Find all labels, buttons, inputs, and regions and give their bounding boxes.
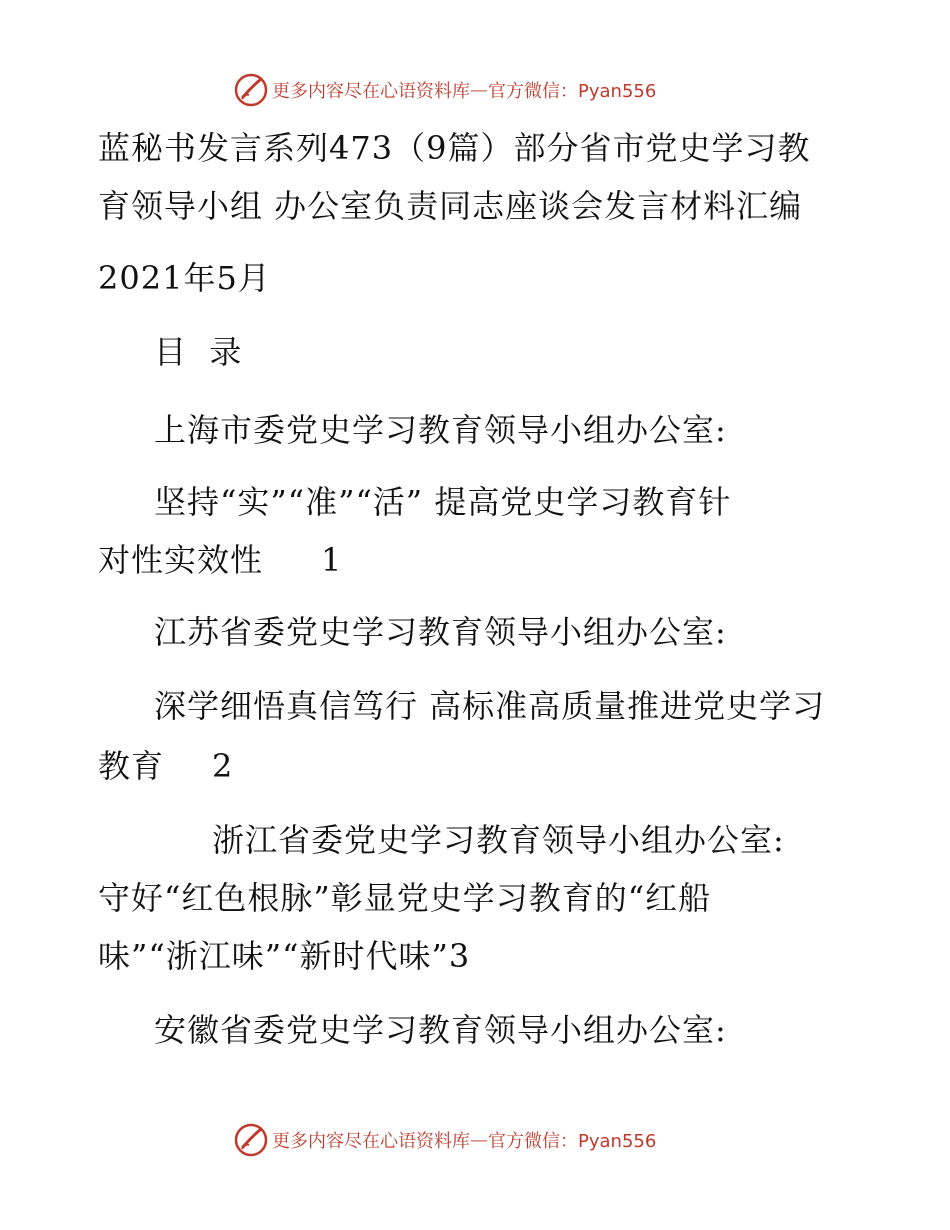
banner-wechat-text: 官方微信：Pyan556 xyxy=(488,1131,657,1152)
toc-item-1-page: 1 xyxy=(321,541,343,579)
brush-logo-icon xyxy=(234,73,268,107)
toc-item-2-title-line-2[interactable] xyxy=(98,746,233,786)
document-title-line-2: 育领导小组 办公室负责同志座谈会发言材料汇编 xyxy=(98,187,803,225)
document-title-line-1: 蓝秘书发言系列473（9篇）部分省市党史学习教 xyxy=(98,129,811,167)
toc-item-1-title-line-2[interactable] xyxy=(98,540,342,580)
header-banner xyxy=(234,70,656,110)
toc-item-3-title-line-1[interactable]: 守好“红色根脉”彰显党史学习教育的“红船 xyxy=(98,879,712,917)
toc-item-1-title-text: 对性实效性 xyxy=(98,541,264,579)
banner-wechat-text: 官方微信：Pyan556 xyxy=(488,81,657,102)
toc-item-3-title-line-2[interactable] xyxy=(98,936,470,976)
toc-item-1-org: 上海市委党史学习教育领导小组办公室: xyxy=(154,411,727,449)
banner-site-text: 更多内容尽在心语资料库 xyxy=(272,81,470,102)
toc-item-2-title-text: 教育 xyxy=(98,747,165,785)
brush-logo-icon xyxy=(234,1123,268,1157)
toc-item-3-page: 3 xyxy=(448,937,471,975)
banner-separator: — xyxy=(470,1129,488,1151)
toc-item-3-title-text: 味”“浙江味”“新时代味” xyxy=(98,937,449,975)
toc-item-1-title-line-1[interactable]: 坚持“实”“准”“活” 提高党史学习教育针 xyxy=(154,483,732,521)
toc-heading: 目 录 xyxy=(154,333,243,371)
toc-item-3-org: 浙江省委党史学习教育领导小组办公室: xyxy=(212,821,785,859)
toc-item-2-title-line-1[interactable]: 深学细悟真信笃行 高标准高质量推进党史学习 xyxy=(154,687,826,725)
toc-item-4-org: 安徽省委党史学习教育领导小组办公室: xyxy=(154,1011,727,1049)
banner-site-text: 更多内容尽在心语资料库 xyxy=(272,1131,470,1152)
toc-item-2-page: 2 xyxy=(212,747,234,785)
toc-item-2-org: 江苏省委党史学习教育领导小组办公室: xyxy=(154,613,727,651)
banner-separator: — xyxy=(470,79,488,101)
document-date: 2021年5月 xyxy=(98,259,271,297)
footer-banner xyxy=(234,1120,656,1160)
